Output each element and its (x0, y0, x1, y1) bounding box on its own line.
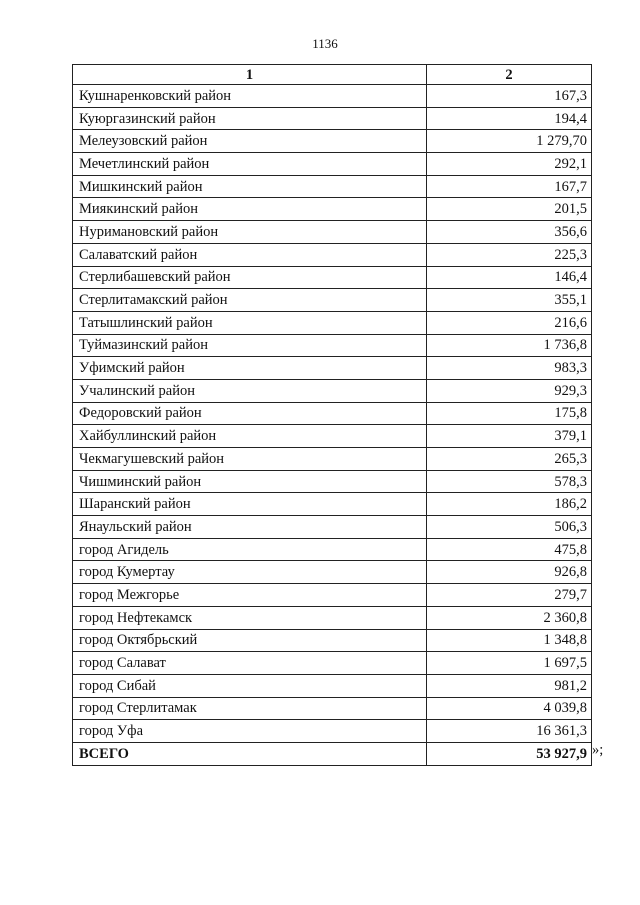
row-value: 225,3 (427, 243, 592, 266)
row-value: 167,3 (427, 85, 592, 108)
total-value: 53 927,9 (427, 742, 592, 765)
table-row (73, 130, 592, 153)
row-name: Чекмагушевский район (73, 448, 427, 471)
row-name: Шаранский район (73, 493, 427, 516)
row-name: город Салават (73, 652, 427, 675)
table-row (73, 85, 592, 108)
row-value: 4 039,8 (427, 697, 592, 720)
row-value: 506,3 (427, 516, 592, 539)
row-value: 292,1 (427, 153, 592, 176)
table-row (73, 425, 592, 448)
row-name: Татышлинский район (73, 311, 427, 334)
table-row (73, 153, 592, 176)
table-row (73, 198, 592, 221)
row-name: город Октябрьский (73, 629, 427, 652)
column-header-2: 2 (427, 65, 592, 85)
row-value: 194,4 (427, 107, 592, 130)
table-row (73, 448, 592, 471)
table-row (73, 516, 592, 539)
row-name: Федоровский район (73, 402, 427, 425)
row-value: 929,3 (427, 379, 592, 402)
table-row (73, 629, 592, 652)
table-row (73, 107, 592, 130)
row-value: 1 279,70 (427, 130, 592, 153)
row-value: 201,5 (427, 198, 592, 221)
table-row (73, 470, 592, 493)
table-row (73, 334, 592, 357)
row-value: 356,6 (427, 221, 592, 244)
row-name: город Сибай (73, 674, 427, 697)
row-name: Туймазинский район (73, 334, 427, 357)
table-row (73, 652, 592, 675)
table-row (73, 493, 592, 516)
row-value: 216,6 (427, 311, 592, 334)
row-value: 475,8 (427, 538, 592, 561)
table-body (73, 85, 592, 766)
row-name: Хайбуллинский район (73, 425, 427, 448)
table-row (73, 221, 592, 244)
row-value: 355,1 (427, 289, 592, 312)
column-header-1: 1 (73, 65, 427, 85)
row-name: город Межгорье (73, 584, 427, 607)
table-row (73, 266, 592, 289)
row-value: 279,7 (427, 584, 592, 607)
row-name: Чишминский район (73, 470, 427, 493)
total-row (73, 742, 592, 765)
table-header-row (73, 65, 592, 85)
row-value: 1 697,5 (427, 652, 592, 675)
row-name: Мечетлинский район (73, 153, 427, 176)
table-row (73, 357, 592, 380)
row-value: 379,1 (427, 425, 592, 448)
table-row (73, 584, 592, 607)
allocation-table (72, 64, 592, 766)
row-value: 167,7 (427, 175, 592, 198)
table-row (73, 243, 592, 266)
row-value: 146,4 (427, 266, 592, 289)
table-row (73, 311, 592, 334)
row-name: Миякинский район (73, 198, 427, 221)
row-value: 1 348,8 (427, 629, 592, 652)
table-row (73, 606, 592, 629)
row-name: Уфимский район (73, 357, 427, 380)
row-value: 981,2 (427, 674, 592, 697)
row-name: город Уфа (73, 720, 427, 743)
row-name: Куюргазинский район (73, 107, 427, 130)
table-row (73, 289, 592, 312)
row-value: 926,8 (427, 561, 592, 584)
row-value: 1 736,8 (427, 334, 592, 357)
row-name: Янаульский район (73, 516, 427, 539)
table-row (73, 697, 592, 720)
row-value: 2 360,8 (427, 606, 592, 629)
table-row (73, 538, 592, 561)
row-value: 186,2 (427, 493, 592, 516)
table-row (73, 674, 592, 697)
table-row (73, 561, 592, 584)
total-label: ВСЕГО (73, 742, 427, 765)
row-name: Стерлибашевский район (73, 266, 427, 289)
row-name: Учалинский район (73, 379, 427, 402)
table-row (73, 175, 592, 198)
row-name: город Стерлитамак (73, 697, 427, 720)
closing-quote-mark: »; (592, 742, 604, 758)
row-name: Нуримановский район (73, 221, 427, 244)
row-name: Мелеузовский район (73, 130, 427, 153)
table-row (73, 402, 592, 425)
table-row (73, 379, 592, 402)
row-name: город Нефтекамск (73, 606, 427, 629)
row-value: 578,3 (427, 470, 592, 493)
row-name: Стерлитамакский район (73, 289, 427, 312)
row-name: город Агидель (73, 538, 427, 561)
row-name: Мишкинский район (73, 175, 427, 198)
page-number: 1136 (312, 36, 338, 51)
row-value: 265,3 (427, 448, 592, 471)
row-name: Кушнаренковский район (73, 85, 427, 108)
row-name: Салаватский район (73, 243, 427, 266)
row-value: 983,3 (427, 357, 592, 380)
row-value: 175,8 (427, 402, 592, 425)
row-name: город Кумертау (73, 561, 427, 584)
row-value: 16 361,3 (427, 720, 592, 743)
table-row (73, 720, 592, 743)
